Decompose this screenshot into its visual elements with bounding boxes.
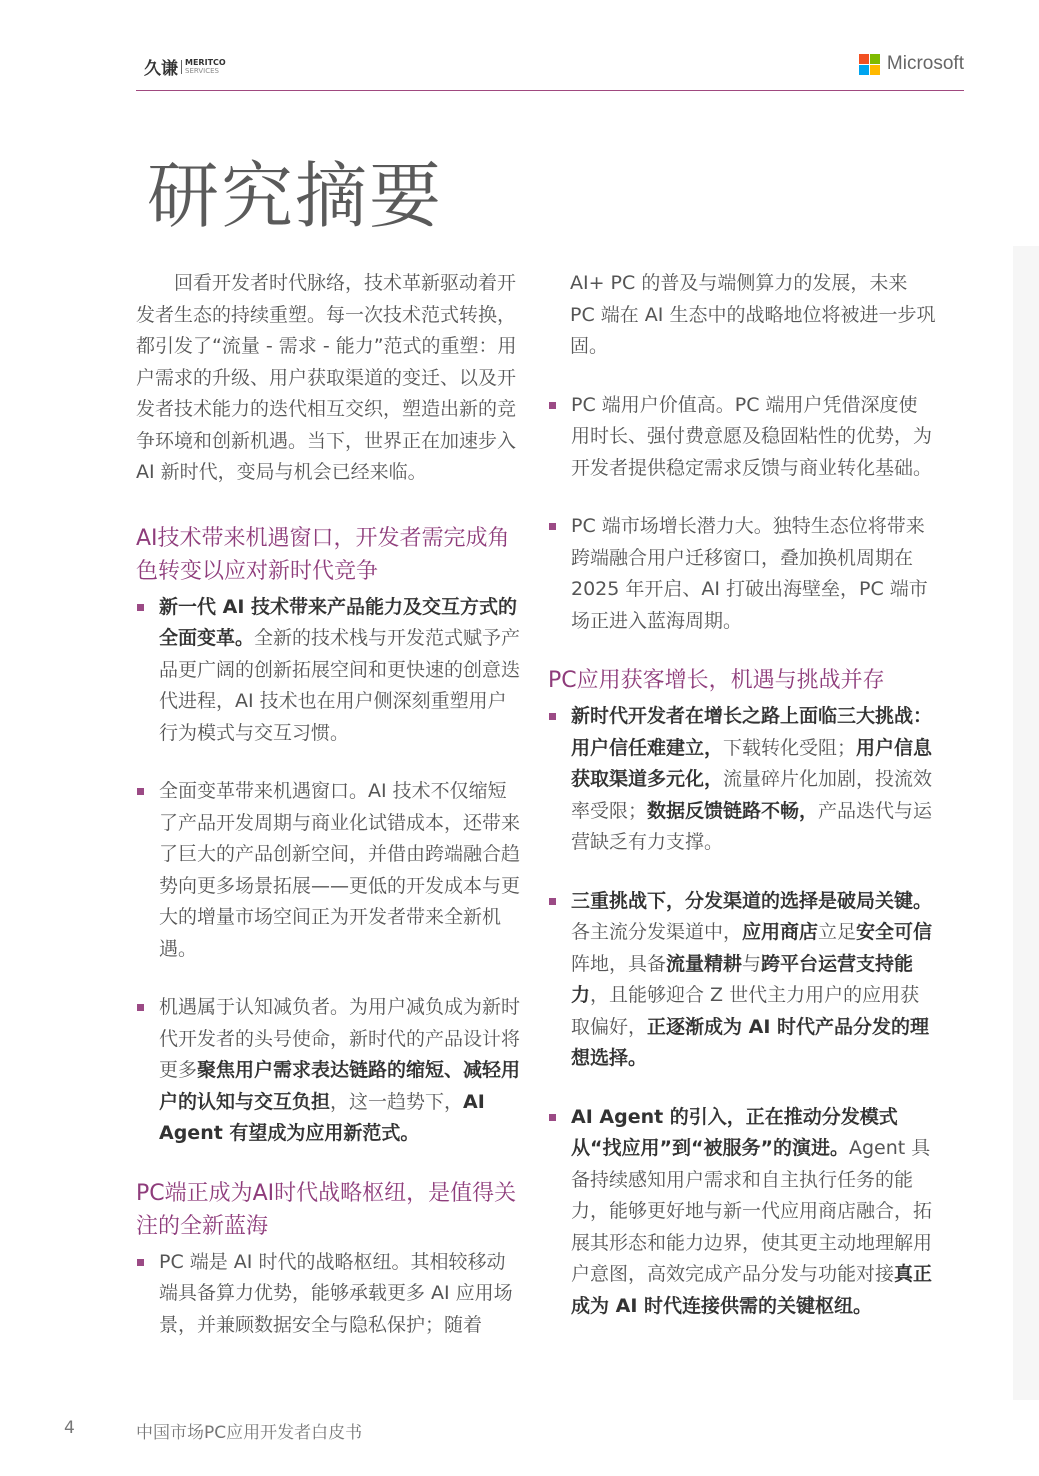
bullet-continuation: AI+ PC 的普及与端侧算力的发展，未来 PC 端在 AI 生态中的战略地位将被进一步巩固。 [570,272,936,357]
square-bullet-icon [137,788,144,795]
bullet-strong: AI Agent 的引入，正在推动分发模式从“找应用”到“被服务”的演进。 [571,1105,898,1159]
square-bullet-icon [137,604,144,611]
footer-doc-title: 中国市场PC应用开发者白皮书 [136,1423,363,1443]
meritco-logo [144,54,226,79]
square-bullet-icon [549,1114,556,1121]
bullet-strong: 正逐渐成为 AI 时代产品分发的理想选择。 [571,1015,930,1069]
bullet-strong: 跨平台运营支持能力 [571,952,914,1006]
list-item [548,886,936,1075]
bullet-strong: 三重挑战下，分发渠道的选择是破局关键。 [571,889,933,912]
ai-opportunity-list [136,592,524,1150]
list-item [548,390,936,485]
ms-square-blue [859,65,869,75]
ms-square-red [859,54,869,64]
square-bullet-icon [137,1004,144,1011]
bullet-text: Agent 具备持续感知用户需求和自主执行任务的能力，能够更好地与新一代应用商店融合，拓展其形态和能力边界，使其更主动地理解用户意图，高效完成产品分发与功能对接 [571,1137,933,1285]
list-item [548,511,936,637]
bullet-text: 与 [742,952,762,975]
microsoft-wordmark: Microsoft [886,53,964,74]
ms-square-green [870,54,880,64]
list-item [136,1247,524,1342]
microsoft-logo [859,53,964,75]
bullet-text: 全新的技术栈与开发范式赋予产品更广阔的创新拓展空间和更快速的创意迭代进程，AI 技术也在用户侧深刻重塑用户行为模式与交互习惯。 [159,627,521,744]
bullet-text: PC 端用户价值高。PC 端用户凭借深度使用时长、强付费意愿及稳固粘性的优势，为开发者提供稳定需求反馈与商业转化基础。 [571,393,933,479]
logo-en-line1: MERITCO [185,57,226,67]
logo-en-line2: SERVICES [185,66,219,75]
bullet-text: 全面变革带来机遇窗口。AI 技术不仅缩短了产品开发周期与商业化试错成本，还带来了巨大的产品创新空间，并借由跨端融合趋势向更多场景拓展——更低的开发成本与更大的增量市场空间正为开发者带来全新机遇。 [159,780,521,960]
list-item [548,1102,936,1323]
section-heading-growth: PC应用获客增长，机遇与挑战并存 [548,668,885,693]
page-title: 研究摘要 [147,154,444,238]
square-bullet-icon [549,523,556,530]
right-column [548,268,936,1349]
bullet-strong: 数据反馈链路不畅， [647,799,819,822]
list-item [136,592,524,750]
section-heading-ai-opportunity: AI技术带来机遇窗口，开发者需完成角色转变以应对新时代竞争 [136,525,510,584]
bullet-strong: 真正成为 AI 时代连接供需的关键枢纽。 [571,1263,933,1317]
section-heading-pc-hub: PC端正成为AI时代战略枢纽，是值得关注的全新蓝海 [136,1180,517,1239]
list-item [136,776,524,965]
bullet-text: 下载转化受阻； [723,736,857,759]
bullet-text: ，这一趋势下， [330,1090,464,1113]
list-item [136,992,524,1150]
page-number: 4 [64,1418,75,1438]
bullet-text: 各主流分发渠道中， [571,921,743,943]
bullet-strong: 应用商店 [742,921,819,943]
square-bullet-icon [549,898,556,905]
left-column [136,268,524,1368]
bullet-text: 阵地，具备 [571,952,667,975]
pc-hub-list [136,1247,524,1342]
bullet-text: 流量碎片化加剧，投流效率受限； [571,768,933,822]
pc-hub-list-cont [548,390,936,638]
logo-divider [181,60,182,74]
page-edge-shadow [1013,246,1039,1400]
microsoft-grid-icon [859,54,880,75]
ms-square-yellow [870,65,880,75]
page-header [136,50,964,91]
square-bullet-icon [549,713,556,720]
bullet-strong: 流量精耕 [666,952,743,975]
bullet-strong: 用户信息获取渠道多元化， [571,736,933,790]
bullet-text: 立足 [818,921,857,943]
bullet-strong: 聚焦用户需求表达链路的缩短、减轻用户的认知与交互负担 [159,1059,521,1113]
bullet-strong: AI Agent 有望成为应用新范式。 [159,1090,485,1144]
bullet-strong: 新一代 AI 技术带来产品能力及交互方式的全面变革。 [159,595,518,649]
bullet-text: PC 端是 AI 时代的战略枢纽。其相较移动端具备算力优势，能够承载更多 AI 应用场景，并兼顾数据安全与隐私保护；随着 [159,1250,513,1336]
bullet-text: ，且能够迎合 Z 世代主力用户的应用获取偏好， [571,984,920,1038]
logo-cn-text: 久谦 [144,59,178,79]
square-bullet-icon [137,1259,144,1266]
growth-list [548,701,936,1322]
logo-en-text [185,59,226,75]
bullet-strong: 安全可信 [856,921,933,943]
bullet-text: PC 端市场增长潜力大。独特生态位将带来跨端融合用户迁移窗口，叠加换机周期在 2025 年开启、AI 打破出海壁垒，PC 端市场正进入蓝海周期。 [571,515,928,632]
bullet-text: 产品迭代与运营缺乏有力支撑。 [571,799,933,853]
square-bullet-icon [549,402,556,409]
intro-paragraph: 回看开发者时代脉络，技术革新驱动着开发者生态的持续重塑。每一次技术范式转换，都引发了“流量 - 需求 - 能力”范式的重塑：用户需求的升级、用户获取渠道的变迁、以及开发者技术能力的迭代相互交织，塑造出新的竞争环境和创新机遇。当下，世界正在加速步入 AI 新时代，变局与机会已经来临。 [136,272,517,483]
bullet-strong: 新时代开发者在增长之路上面临三大挑战：用户信任难建立， [571,705,933,759]
bullet-text: 机遇属于认知减负者。为用户减负成为新时代开发者的头号使命，新时代的产品设计将更多 [159,996,521,1081]
list-item [548,701,936,859]
